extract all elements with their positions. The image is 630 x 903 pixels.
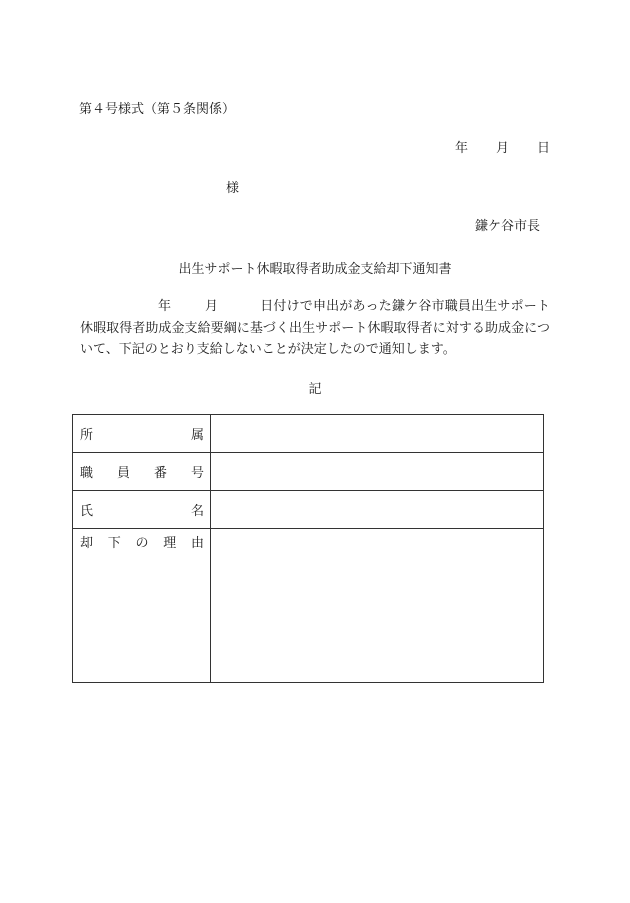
table-row-affiliation <box>73 415 544 453</box>
date-month: 月 <box>495 141 509 156</box>
date-line <box>455 137 550 156</box>
sender-name: 鎌ケ谷市長 <box>474 219 540 234</box>
label-char: 由 <box>190 536 204 551</box>
value-affiliation[interactable] <box>211 415 544 453</box>
label-char: 所 <box>80 428 94 443</box>
addressee-honorific: 様 <box>226 181 240 196</box>
label-employee-number <box>73 453 211 491</box>
label-char: 号 <box>190 466 204 481</box>
record-table <box>72 414 544 683</box>
value-rejection-reason[interactable] <box>211 529 544 683</box>
date-year: 年 <box>454 141 468 156</box>
value-employee-number[interactable] <box>211 453 544 491</box>
label-char: 属 <box>190 428 204 443</box>
label-rejection-reason <box>73 529 211 683</box>
document-title: 出生サポート休暇取得者助成金支給却下通知書 <box>178 262 452 277</box>
label-name <box>73 491 211 529</box>
body-year: 年 <box>158 299 172 314</box>
value-name[interactable] <box>211 491 544 529</box>
label-char: 却 <box>80 536 94 551</box>
table-row-employee-number <box>73 453 544 491</box>
date-day: 日 <box>536 141 550 156</box>
label-char: 理 <box>163 536 177 551</box>
label-char: の <box>135 536 149 551</box>
form-number: 第４号様式（第５条関係） <box>79 102 236 117</box>
label-affiliation <box>73 415 211 453</box>
body-paragraph <box>80 296 550 361</box>
body-text: 日付けで申出があった鎌ケ谷市職員出生サポート休暇取得者助成金支給要綱に基づく出生サポート休暇取得者に対する助成金について、下記のとおり支給しないことが決定したので通知します。 <box>80 299 550 357</box>
table-row-name <box>73 491 544 529</box>
label-char: 職 <box>80 466 94 481</box>
label-char: 名 <box>190 504 204 519</box>
label-char: 番 <box>153 466 167 481</box>
label-char: 氏 <box>80 504 94 519</box>
ki-heading: 記 <box>308 382 322 397</box>
body-month: 月 <box>205 299 219 314</box>
table-row-rejection-reason <box>73 529 544 683</box>
label-char: 員 <box>116 466 130 481</box>
label-char: 下 <box>107 536 121 551</box>
